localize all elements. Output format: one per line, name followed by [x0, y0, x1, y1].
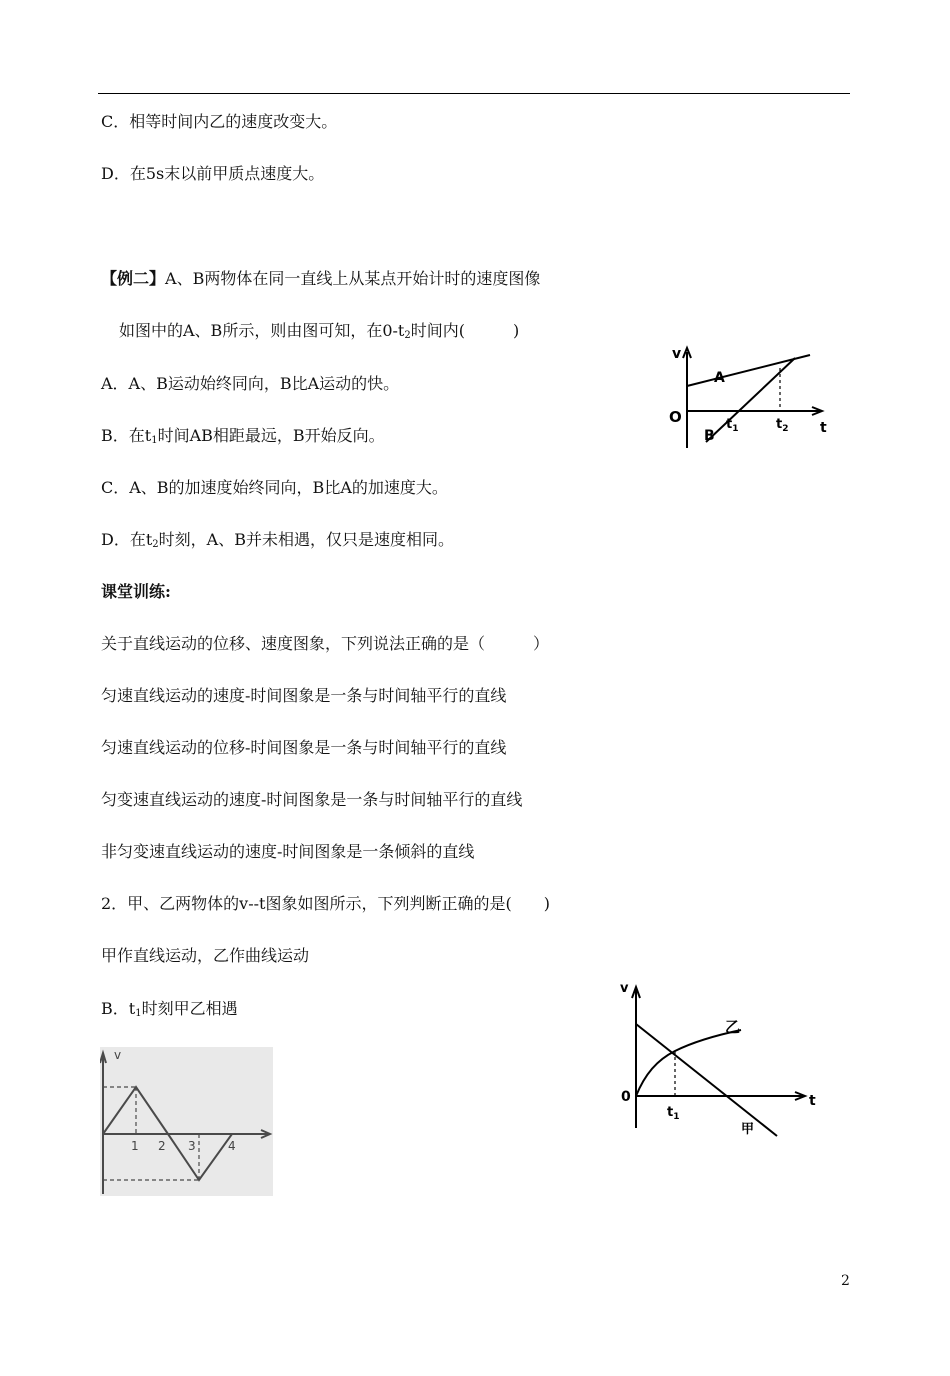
jia-yi-velocity-graph — [617, 978, 827, 1138]
triangle-velocity-graph — [100, 1047, 273, 1196]
training-title: 课堂训练: — [101, 582, 171, 601]
t2-label: $t_2$ — [776, 417, 789, 434]
question-1: 关于直线运动的位移、速度图象，下列说法正确的是（ ） — [101, 634, 550, 653]
label-yi: 乙 — [725, 1018, 741, 1036]
example-2-option-b: B．在$t_1$时间AB相距最远，B开始反向。 — [101, 426, 385, 446]
example-2-option-a: A．A、B运动始终同向，B比A运动的快。 — [101, 374, 400, 393]
question-2-option-a: 甲作直线运动，乙作曲线运动 — [101, 946, 310, 965]
tick-1: 1 — [131, 1139, 139, 1153]
header-rule — [98, 93, 850, 94]
line-a — [687, 355, 810, 386]
v-label: v — [114, 1048, 122, 1062]
v-label: v — [620, 981, 629, 996]
page-number: 2 — [841, 1273, 850, 1289]
ab-velocity-graph — [664, 338, 840, 452]
tick-3: 3 — [188, 1139, 196, 1153]
question-1-option-c: 匀变速直线运动的速度-时间图象是一条与时间轴平行的直线 — [101, 790, 523, 809]
scan-background — [100, 1047, 273, 1196]
curve-yi — [636, 1030, 741, 1096]
example-2-option-c: C．A、B的加速度始终同向，B比A的加速度大。 — [101, 478, 448, 497]
question-1-option-a: 匀速直线运动的速度-时间图象是一条与时间轴平行的直线 — [101, 686, 507, 705]
t1-label: $t_1$ — [726, 417, 739, 434]
option-c-1: C．相等时间内乙的速度改变大。 — [101, 112, 338, 131]
label-jia: 甲 — [741, 1122, 755, 1137]
example-2-question: 如图中的A、B所示，则由图可知，在$0-t_2$时间内( ) — [119, 321, 520, 341]
t-label: t — [809, 1093, 816, 1109]
example-2-option-d: D．在$t_2$时刻，A、B并未相遇，仅只是速度相同。 — [101, 530, 454, 550]
question-1-option-b: 匀速直线运动的位移-时间图象是一条与时间轴平行的直线 — [101, 738, 507, 757]
example-2-text: A、B两物体在同一直线上从某点开始计时的速度图像 — [165, 269, 541, 288]
option-d-1: D．在5s末以前甲质点速度大。 — [101, 164, 325, 183]
tick-4: 4 — [228, 1139, 236, 1153]
question-2: 2．甲、乙两物体的v--t图象如图所示，下列判断正确的是( ) — [101, 894, 550, 913]
line-jia — [636, 1024, 777, 1136]
tick-2: 2 — [158, 1139, 166, 1153]
label-a: A — [714, 370, 725, 386]
question-2-option-b: B．$t_1$时刻甲乙相遇 — [101, 999, 238, 1019]
label-b: B — [704, 428, 715, 444]
question-1-option-d: 非匀变速直线运动的速度-时间图象是一条倾斜的直线 — [101, 842, 475, 861]
t-label: t — [820, 420, 827, 436]
origin-label: O — [669, 408, 682, 426]
example-2-title — [101, 269, 540, 289]
origin-label: 0 — [621, 1089, 631, 1105]
v-label: v — [672, 346, 682, 362]
example-2-label: 【例二】 — [101, 269, 166, 288]
t1-label: $t_1$ — [667, 1105, 680, 1122]
